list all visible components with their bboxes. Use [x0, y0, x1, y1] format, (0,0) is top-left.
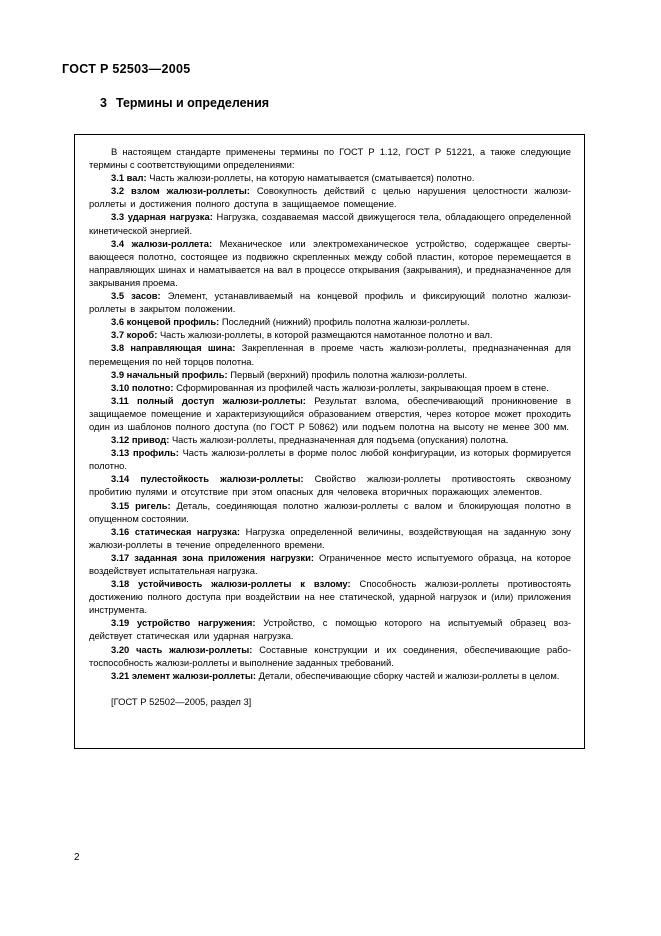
- term-number: 3.9: [111, 368, 125, 380]
- term-definition: Первый (верхний) профиль полотна жалюзи-роллеты.: [230, 368, 468, 380]
- term-name: полотно:: [131, 381, 174, 393]
- term-name: ударная нагрузка:: [127, 211, 213, 223]
- page-header: ГОСТ Р 52503—2005: [62, 62, 191, 76]
- term-definition: Нагрузка определенной величины, воздействующая на заданную зону жалюзи-роллеты в течение определенного времени.: [89, 525, 571, 550]
- term-name: пулестойкость жалюзи-роллеты:: [140, 473, 304, 485]
- term-number: 3.15: [111, 499, 130, 511]
- term-number: 3.13: [111, 447, 130, 459]
- section-number: 3: [100, 96, 107, 110]
- term-name: концевой профиль:: [126, 316, 220, 328]
- term-number: 3.2: [111, 185, 125, 197]
- term-definition: Детали, обеспечивающие сборку частей и жалюзи-роллеты в целом.: [258, 669, 560, 681]
- term-entry: [89, 210, 571, 236]
- term-entry: [89, 394, 571, 433]
- term-definition: Часть жалюзи-роллеты, в которой размещаются намотанное полотно и вал.: [159, 329, 493, 341]
- term-number: 3.21: [111, 669, 130, 681]
- term-definition: Ограниченное место испытуемого образца, на которое воздействует испытательная нагрузка.: [89, 551, 571, 576]
- term-entry: [89, 499, 571, 525]
- term-name: часть жалюзи-роллеты:: [136, 643, 253, 655]
- term-definition: Нагрузка, создаваемая массой движущегося тела, обладающего определенной кинетической энергией.: [89, 211, 571, 236]
- term-number: 3.19: [111, 617, 130, 629]
- term-entry: [89, 381, 571, 394]
- term-definition: Часть жалюзи-роллеты в форме полос любой конфигурации, из которых формируется полотно.: [89, 447, 572, 472]
- term-number: 3.20: [111, 643, 130, 655]
- term-number: 3.16: [111, 525, 130, 537]
- term-number: 3.8: [111, 342, 125, 354]
- terms-body: [89, 145, 571, 708]
- term-entry: [89, 446, 571, 472]
- term-name: привод:: [131, 434, 170, 446]
- term-entry: [89, 669, 571, 682]
- term-name: короб:: [126, 329, 158, 341]
- term-entry: [89, 315, 571, 328]
- term-definition: Механическое или электромеханическое устройство, содержащее свертывающееся полотно, состоящее из подвижно скрепленных между собой пластин, которое перемещается в направляющих шинах и наматывается на вал в процессе открывания (закрывания), и предназначенное для закрывания проема.: [89, 237, 571, 288]
- term-name: направляющая шина:: [130, 342, 236, 354]
- term-number: 3.3: [111, 211, 125, 223]
- term-definition: Способность жалюзи-роллеты противостоять достижению полного доступа при воздействии на нее статической, ударной нагрузок и (или) приложения инструмента.: [89, 578, 572, 616]
- term-definition: Результат взлома, обеспечивающий проникновение в защищаемое помещение и характеризующийся образованием отверстия, через которое может проходить один из шаблонов полного доступа (по ГОСТ Р 50862) или подъем полотна на высоту не менее 300 мм.: [89, 394, 572, 432]
- term-entry: [89, 171, 571, 184]
- term-name: заданная зона приложения нагрузки:: [134, 551, 314, 563]
- term-name: ригель:: [135, 499, 171, 511]
- term-name: профиль:: [132, 447, 179, 459]
- term-definition: Совокупность действий с целью нарушения целостности жалюзи-роллеты и достижения полного доступа в защищаемое помещение.: [89, 185, 572, 210]
- term-entry: [89, 237, 571, 289]
- term-entry: [89, 616, 571, 642]
- terms-frame: [74, 134, 585, 749]
- term-entry: [89, 184, 571, 210]
- source-reference: [ГОСТ Р 52502—2005, раздел 3]: [111, 695, 252, 707]
- term-entry: [89, 368, 571, 381]
- term-number: 3.10: [111, 381, 130, 393]
- term-number: 3.14: [111, 473, 130, 485]
- term-number: 3.6: [111, 316, 125, 328]
- term-number: 3.11: [111, 394, 129, 406]
- term-number: 3.17: [111, 551, 130, 563]
- term-name: жалюзи-роллета:: [131, 237, 213, 249]
- section-title-text: Термины и определения: [115, 96, 270, 110]
- term-name: засов:: [131, 290, 161, 302]
- term-name: полный доступ жалюзи-роллеты:: [137, 394, 306, 406]
- term-number: 3.1: [111, 172, 125, 184]
- term-definition: Устройство, с помощью которого на испытуемый образец воздействует статическая или ударная нагрузка.: [89, 617, 572, 642]
- term-entry: [89, 472, 571, 498]
- term-number: 3.4: [111, 237, 125, 249]
- term-definition: Составные конструкции и их соединения, обеспечивающие работоспособность жалюзи-роллеты и выполнение заданных требований.: [89, 643, 571, 668]
- term-entry: [89, 551, 571, 577]
- term-definition: Сформированная из профилей часть жалюзи-роллеты, закрывающая проем в стене.: [176, 381, 549, 393]
- term-entry: [89, 643, 571, 669]
- term-entry: [89, 289, 571, 315]
- term-name: устройство нагружения:: [137, 617, 256, 629]
- term-entry: [89, 577, 571, 616]
- section-heading: [100, 96, 269, 110]
- term-definition: Часть жалюзи-роллеты, предназначенная для подъема (опускания) полотна.: [171, 434, 509, 446]
- term-name: элемент жалюзи-роллеты:: [131, 669, 257, 681]
- intro-paragraph: В настоящем стандарте применены термины по ГОСТ Р 1.12, ГОСТ Р 51221, а также следующие термины с соответствующими определениями:: [89, 146, 571, 171]
- term-name: статическая нагрузка:: [134, 525, 241, 537]
- term-entry: [89, 341, 571, 367]
- term-number: 3.5: [111, 290, 125, 302]
- page-number: 2: [74, 852, 80, 863]
- term-definition: Последний (нижний) профиль полотна жалюзи-роллеты.: [221, 316, 470, 328]
- term-name: устойчивость жалюзи-роллеты к взлому:: [138, 578, 351, 590]
- term-name: вал:: [126, 172, 147, 184]
- term-number: 3.7: [111, 329, 125, 341]
- term-definition: Часть жалюзи-роллеты, на которую наматывается (сматывается) полотно.: [149, 172, 475, 184]
- term-name: начальный профиль:: [126, 368, 228, 380]
- term-number: 3.12: [111, 434, 130, 446]
- term-definition: Деталь, соединяющая полотно жалюзи-роллеты с валом и блокирующая полотно в опущенном состоянии.: [89, 499, 571, 524]
- term-definition: Свойство жалюзи-роллеты противостоять сквозному пробитию пулями и отсутствие при этом опасных для человека вторичных поражающих элементов.: [89, 473, 571, 498]
- term-definition: Закрепленная в проеме часть жалюзи-роллеты, предназначенная для перемещения по ней торцов полотна.: [89, 342, 571, 367]
- term-definition: Элемент, устанавливаемый на концевой профиль и фиксирующий полотно жалюзи-роллеты в закрытом положении.: [89, 290, 572, 315]
- term-number: 3.18: [111, 578, 130, 590]
- term-entry: [89, 328, 571, 341]
- term-entry: [89, 525, 571, 551]
- term-entry: [89, 433, 571, 446]
- term-name: взлом жалюзи-роллеты:: [131, 185, 250, 197]
